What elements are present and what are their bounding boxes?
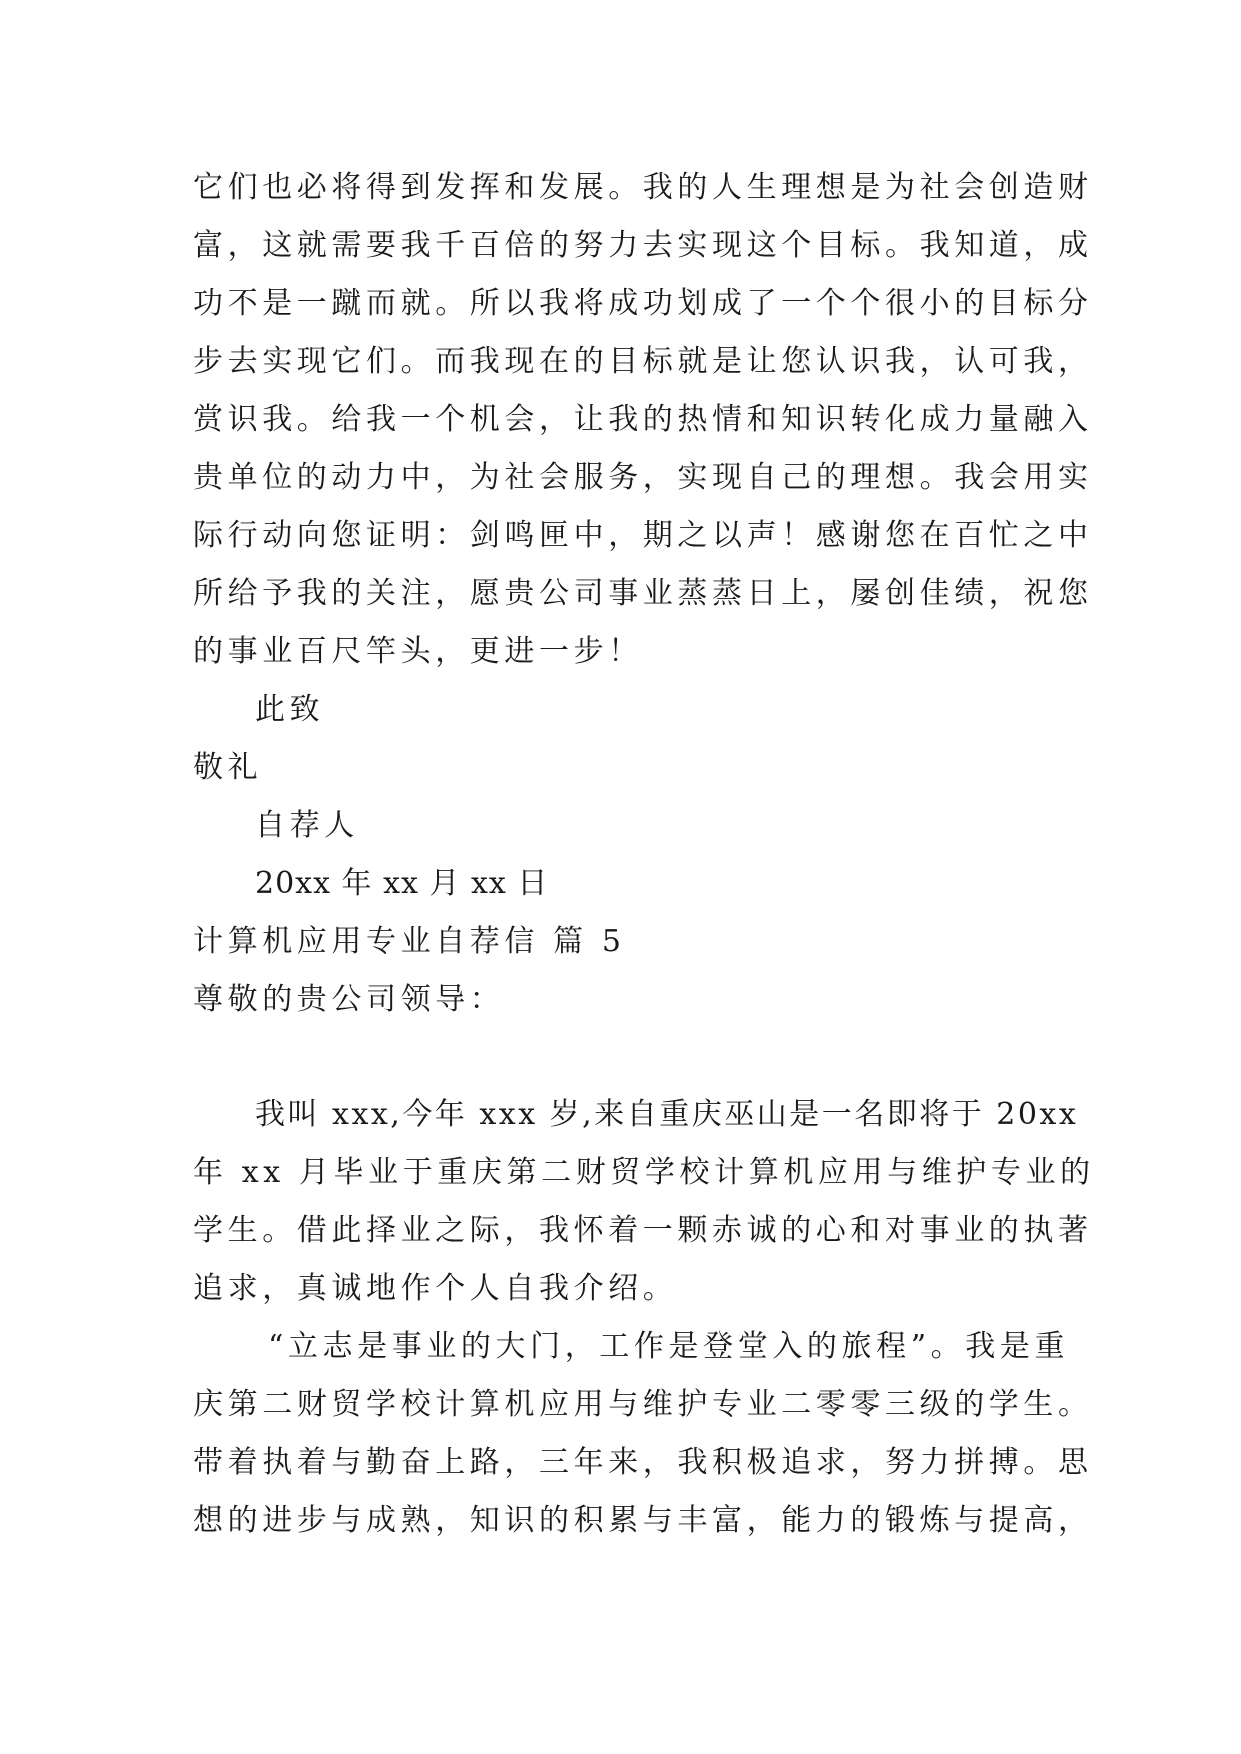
paragraph-line: 我叫 xxx,今年 xxx 岁,来自重庆巫山是一名即将于 20xx	[255, 1097, 1079, 1132]
letter-date: 20xx 年 xx 月 xx 日	[255, 866, 549, 901]
paragraph-line: 想的进步与成熟，知识的积累与丰富，能力的锻炼与提高，	[193, 1503, 1093, 1538]
paragraph-line: “立志是事业的大门，工作是登堂入的旅程”。我是重	[268, 1329, 1070, 1364]
paragraph-line: 带着执着与勤奋上路，三年来，我积极追求，努力拼搏。思	[193, 1445, 1093, 1480]
closing-salutation: 此致	[255, 692, 325, 727]
paragraph-line: 步去实现它们。而我现在的目标就是让您认识我，认可我，	[193, 344, 1093, 379]
letter-greeting: 尊敬的贵公司领导：	[193, 982, 505, 1017]
paragraph-line: 赏识我。给我一个机会，让我的热情和知识转化成力量融入	[193, 402, 1093, 437]
paragraph-line: 贵单位的动力中，为社会服务，实现自己的理想。我会用实	[193, 460, 1093, 495]
paragraph-line: 追求，真诚地作个人自我介绍。	[193, 1271, 678, 1306]
paragraph-line: 所给予我的关注，愿贵公司事业蒸蒸日上，屡创佳绩，祝您	[193, 576, 1093, 611]
paragraph-line: 它们也必将得到发挥和发展。我的人生理想是为社会创造财	[193, 170, 1093, 205]
section-title: 计算机应用专业自荐信 篇 5	[193, 924, 626, 959]
paragraph-line: 庆第二财贸学校计算机应用与维护专业二零零三级的学生。	[193, 1387, 1093, 1422]
signature: 自荐人	[255, 808, 359, 843]
paragraph-line: 年 xx 月毕业于重庆第二财贸学校计算机应用与维护专业的	[193, 1155, 1095, 1190]
paragraph-line: 功不是一蹴而就。所以我将成功划成了一个个很小的目标分	[193, 286, 1093, 321]
paragraph-line: 际行动向您证明：剑鸣匣中，期之以声！感谢您在百忙之中	[193, 518, 1093, 553]
paragraph-line: 学生。借此择业之际，我怀着一颗赤诚的心和对事业的执著	[193, 1213, 1093, 1248]
paragraph-line: 富，这就需要我千百倍的努力去实现这个目标。我知道，成	[193, 228, 1093, 263]
paragraph-line: 的事业百尺竿头，更进一步！	[193, 634, 643, 669]
closing-respect: 敬礼	[193, 750, 263, 785]
